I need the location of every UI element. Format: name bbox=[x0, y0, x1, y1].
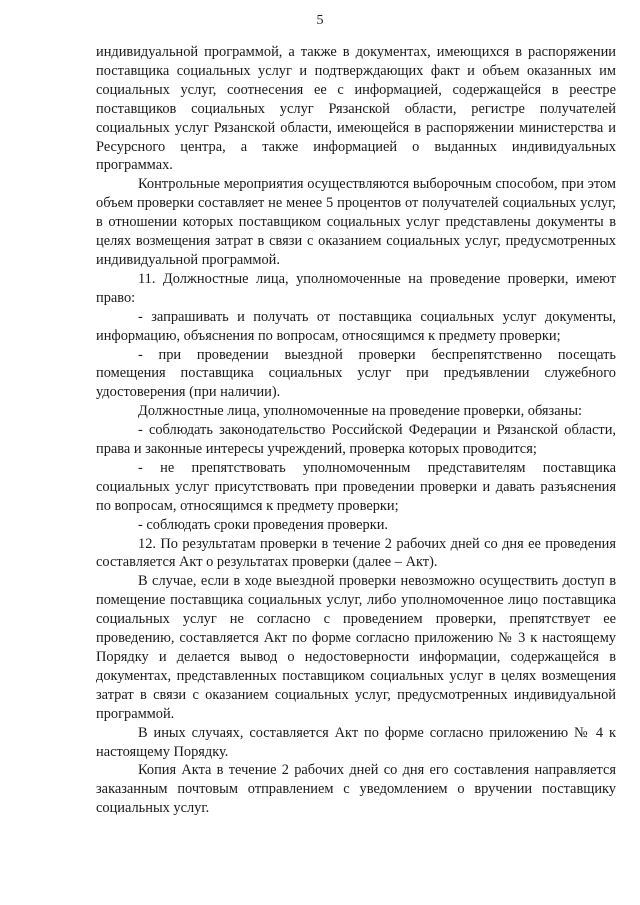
paragraph: - соблюдать законодательство Российской Федерации и Рязанской области, права и законные интересы учреждений, проверка которых проводится; bbox=[96, 422, 616, 458]
paragraph: Контрольные мероприятия осуществляются выборочным способом, при этом объем проверки составляет не менее 5 процентов от получателей социальных услуг, в отношении которых поставщиком социальных услуг представлены документы в целях возмещения затрат в связи с оказанием социальных услуг, предусмотренных индивидуальной программой. bbox=[96, 176, 616, 268]
paragraph: В случае, если в ходе выездной проверки невозможно осуществить доступ в помещение поставщика социальных услуг, либо уполномоченное лицо поставщика социальных услуг не согласно с проведением проверки, препятствует ее проведению, составляется Акт по форме согласно приложению № 3 к настоящему Порядку и делается вывод о недостоверности информации, содержащейся в документах, представленных поставщиком социальных услуг в целях возмещения затрат в связи с оказанием социальных услуг, предусмотренных индивидуальной программой. bbox=[96, 573, 616, 722]
paragraph: В иных случаях, составляется Акт по форме согласно приложению № 4 к настоящему Порядку. bbox=[96, 724, 616, 760]
paragraph: - соблюдать сроки проведения проверки. bbox=[138, 516, 388, 533]
paragraph: 11. Должностные лица, уполномоченные на проведение проверки, имеют право: bbox=[96, 270, 616, 306]
paragraph: индивидуальной программой, а также в документах, имеющихся в распоряжении поставщика социальных услуг и подтверждающих факт и объем оказанных им социальных услуг, соотнесения ее с информацией, содержащейся в реестре поставщиков социальных услуг Рязанской области, регистре получателей социальных услуг Рязанской области, имеющейся в распоряжении министерства и Ресурсного центра, а также информацией о выданных индивидуальных программах. bbox=[96, 44, 616, 174]
page-number: 5 bbox=[316, 13, 324, 28]
document-body bbox=[96, 43, 616, 818]
paragraph: - при проведении выездной проверки беспрепятственно посещать помещения поставщика социальных услуг при предъявлении служебного удостоверения (при наличии). bbox=[96, 346, 616, 401]
paragraph: Копия Акта в течение 2 рабочих дней со дня его составления направляется заказанным почтовым отправлением с уведомлением о вручении поставщику социальных услуг. bbox=[96, 762, 616, 817]
paragraph: - запрашивать и получать от поставщика социальных услуг документы, информацию, объяснения по вопросам, относящимся к предмету проверки; bbox=[96, 308, 616, 344]
paragraph: - не препятствовать уполномоченным представителям поставщика социальных услуг присутствовать при проведении проверки и давать разъяснения по вопросам, относящимся к предмету проверки; bbox=[96, 459, 616, 514]
paragraph: 12. По результатам проверки в течение 2 рабочих дней со дня ее проведения составляется Акт о результатах проверки (далее – Акт). bbox=[96, 535, 616, 571]
paragraph: Должностные лица, уполномоченные на проведение проверки, обязаны: bbox=[138, 403, 582, 420]
